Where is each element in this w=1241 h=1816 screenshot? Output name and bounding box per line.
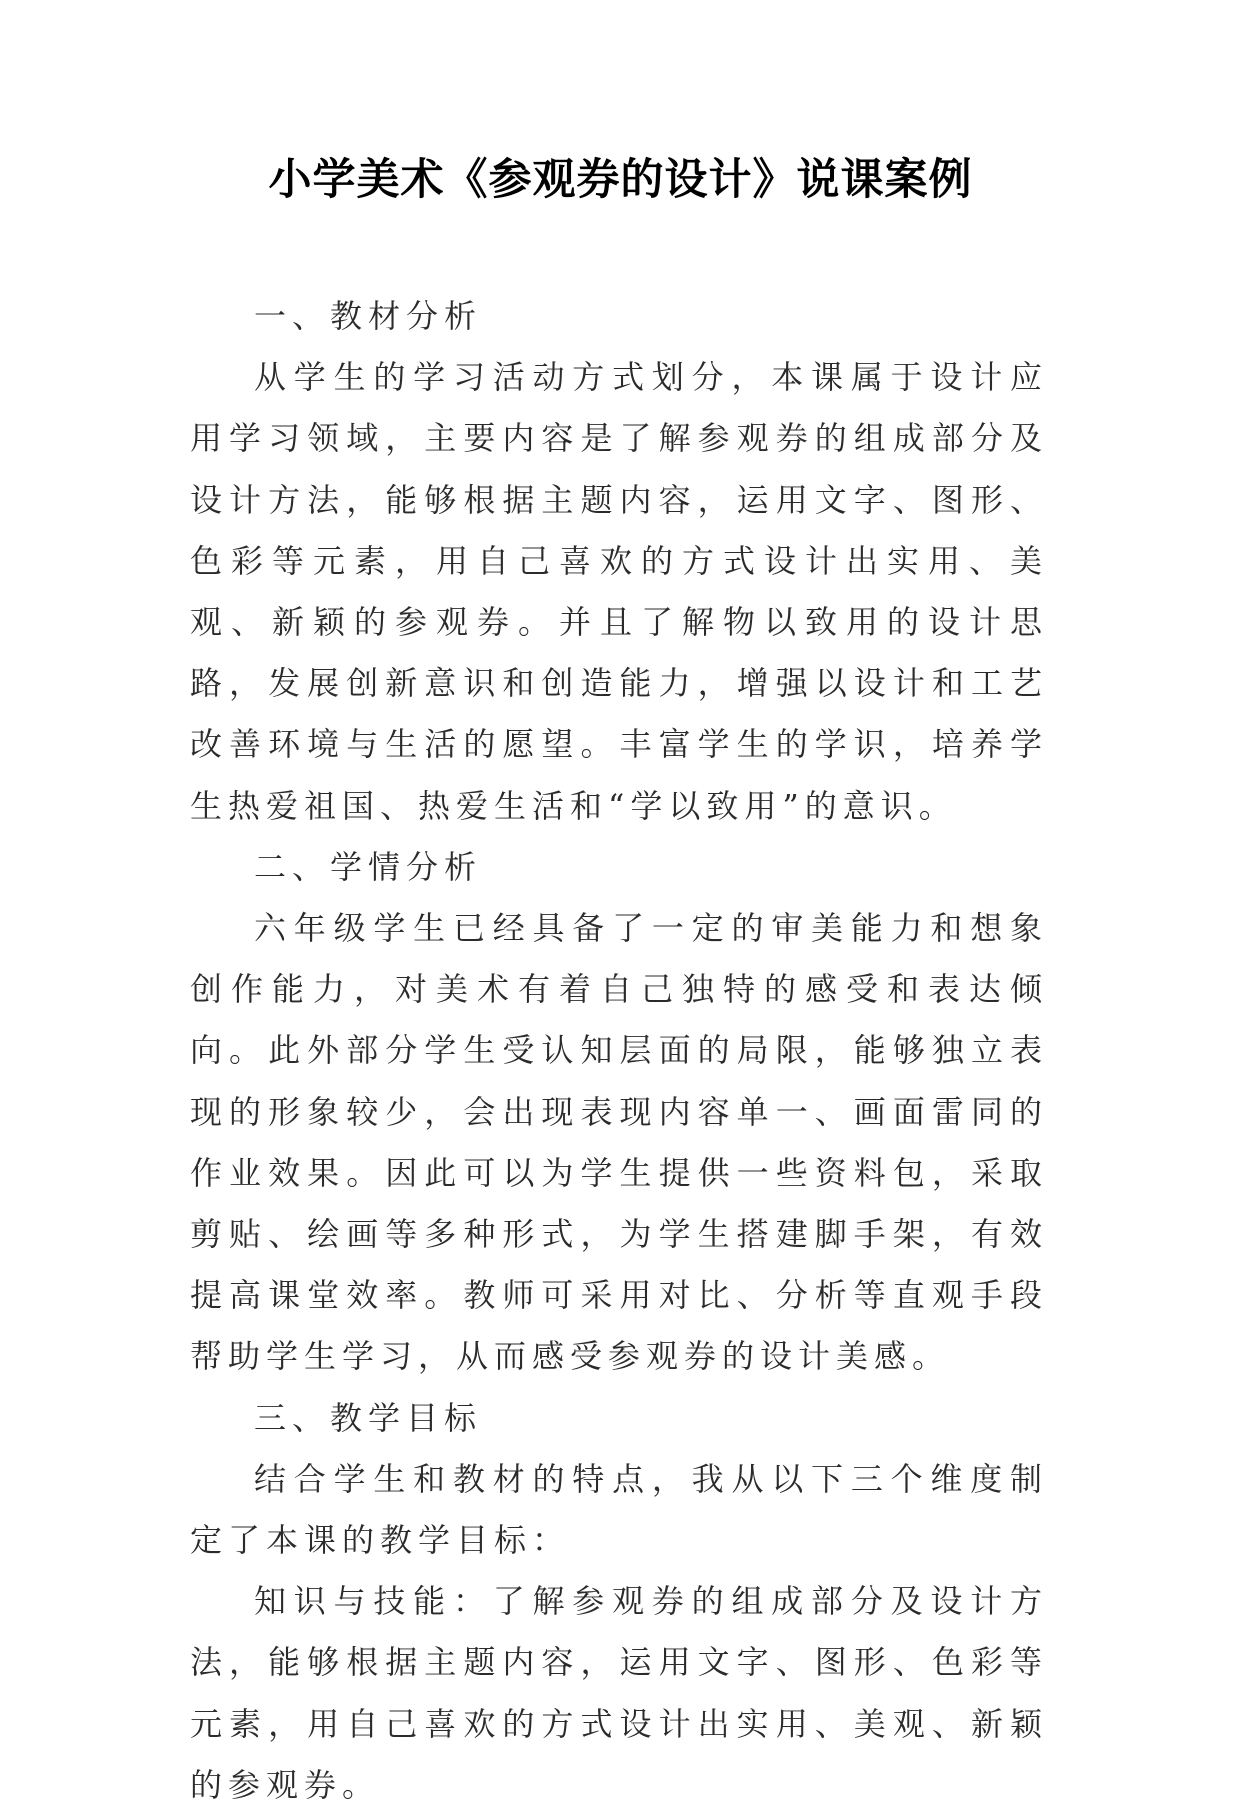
paragraph-teaching-goals-intro: 结合学生和教材的特点，我从以下三个维度制定了本课的教学目标： (190, 1459, 1048, 1560)
section-heading-teaching-goals: 三、教学目标 (254, 1398, 483, 1437)
section-heading-textbook-analysis: 一、教材分析 (254, 297, 483, 335)
document-title: 小学美术《参观券的设计》说课案例 (268, 155, 973, 205)
document-body (190, 286, 1048, 1816)
paragraph-student-analysis: 六年级学生已经具备了一定的审美能力和想象创作能力，对美术有着自己独特的感受和表达倾向。此外部分学生受认知层面的局限，能够独立表现的形象较少，会出现表现内容单一、画面雷同的作业效果。因此可以为学生提供一些资料包，采取剪贴、绘画等多种形式，为学生搭建脚手架，有效提高课堂效率。教师可采用对比、分析等直观手段帮助学生学习，从而感受参观券的设计美感。 (190, 909, 1048, 1376)
paragraph-knowledge-skills: 知识与技能：了解参观券的组成部分及设计方法，能够根据主题内容，运用文字、图形、色彩等元素，用自己喜欢的方式设计出实用、美观、新颖的参观券。 (190, 1582, 1048, 1804)
paragraph-textbook-analysis: 从学生的学习活动方式划分，本课属于设计应用学习领域，主要内容是了解参观券的组成部分及设计方法，能够根据主题内容，运用文字、图形、色彩等元素，用自己喜欢的方式设计出实用、美观、新颖的参观券。并且了解物以致用的设计思路，发展创新意识和创造能力，增强以设计和工艺改善环境与生活的愿望。丰富学生的学识，培养学生热爱祖国、热爱生活和“学以致用”的意识。 (190, 358, 1048, 825)
section-heading-student-analysis: 二、学情分析 (254, 847, 483, 886)
